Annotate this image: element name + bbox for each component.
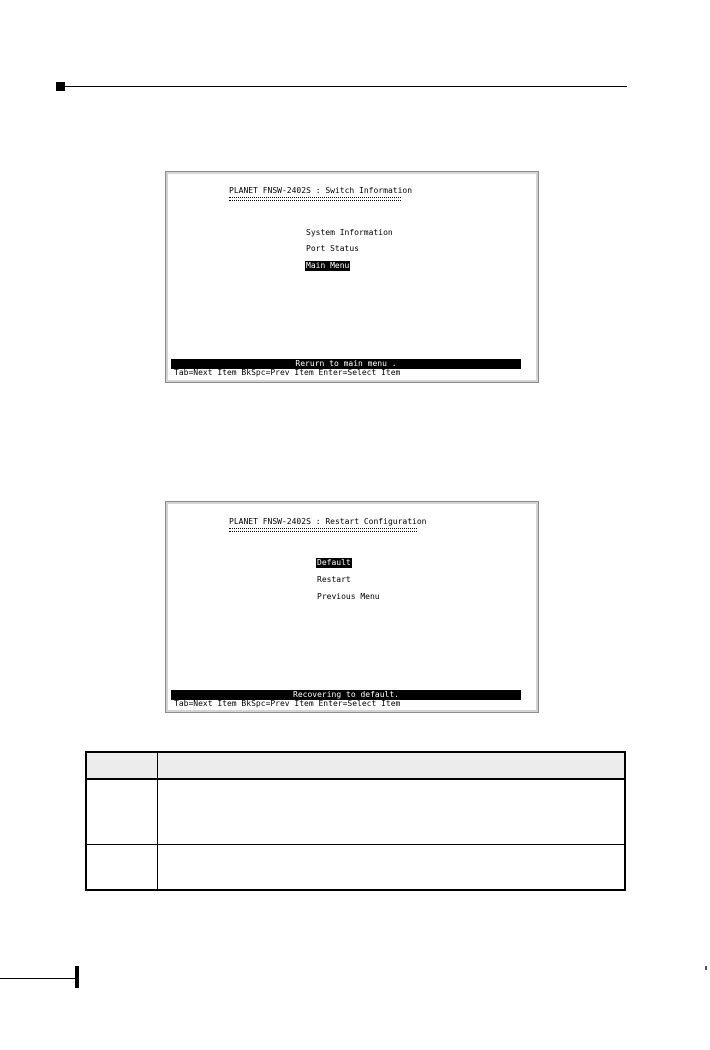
table-row (86, 779, 625, 845)
title-underline (229, 531, 417, 532)
table-row (86, 845, 625, 891)
header-square-marker (56, 82, 65, 91)
parameter-table (85, 751, 626, 891)
header-rule (65, 86, 627, 87)
table-cell (158, 752, 626, 779)
footer-bar-marker (75, 966, 79, 988)
terminal-screen-restart-configuration (165, 501, 539, 713)
status-bar: Rerurn to main menu . (171, 359, 521, 369)
footer-rule (0, 978, 79, 979)
terminal-title: PLANET FNSW-2402S : Restart Configuration (229, 517, 427, 526)
menu-item-main-menu[interactable]: Main Menu (306, 261, 350, 270)
terminal-screen-switch-information (165, 171, 539, 383)
title-underline (229, 200, 401, 201)
menu-item-system-information[interactable]: System Information (306, 228, 393, 237)
terminal-title: PLANET FNSW-2402S : Switch Information (229, 186, 413, 195)
key-help-line: Tab=Next Item BkSpc=Prev Item Enter=Select Item (174, 368, 401, 377)
table-cell (86, 845, 158, 891)
key-help-line: Tab=Next Item BkSpc=Prev Item Enter=Select Item (174, 699, 401, 708)
title-underline (229, 528, 417, 529)
table-cell (86, 779, 158, 845)
title-underline (229, 197, 401, 198)
table-cell (86, 752, 158, 779)
menu-item-port-status[interactable]: Port Status (306, 244, 359, 253)
table-cell (158, 845, 626, 891)
status-bar: Recovering to default. (171, 690, 521, 700)
corner-mark (705, 966, 707, 970)
table-header-row (86, 752, 625, 779)
menu-item-restart[interactable]: Restart (317, 575, 351, 584)
table-cell (158, 779, 626, 845)
menu-item-default[interactable]: Default (317, 558, 351, 567)
menu-item-previous-menu[interactable]: Previous Menu (317, 592, 380, 601)
